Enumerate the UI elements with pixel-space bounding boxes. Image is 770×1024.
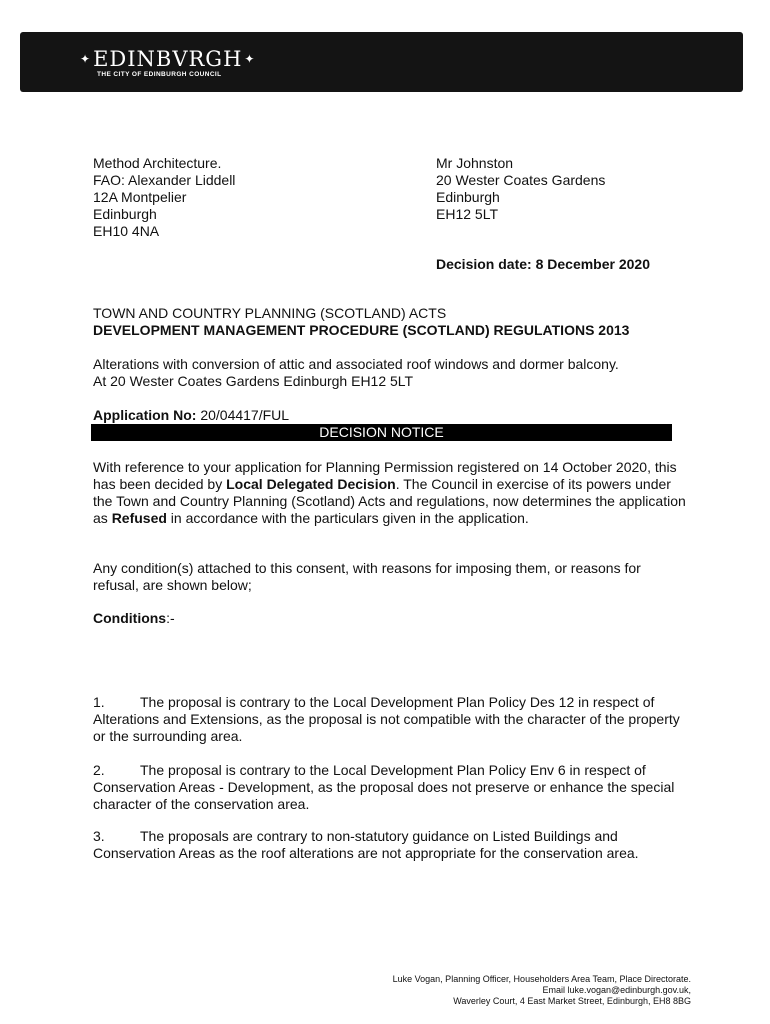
application-value: 20/04417/FUL (200, 407, 290, 423)
agent-address-line: Method Architecture. (93, 155, 222, 171)
applicant-address-line: 20 Wester Coates Gardens (436, 172, 606, 188)
decision-paragraph (93, 459, 693, 527)
condition-item (93, 694, 688, 745)
council-name: THE CITY OF EDINBURGH COUNCIL (97, 71, 222, 78)
condition-text: The proposal is contrary to the Local Development Plan Policy Des 12 in respect of Alterations and Extensions, as the proposal is not compatible with the character of the property or the surrounding area. (93, 694, 680, 744)
logo-text: EDINBVRGH (93, 47, 243, 71)
decision-notice-bar: DECISION NOTICE (91, 424, 672, 441)
condition-number: 1. (93, 694, 105, 710)
condition-text: The proposal is contrary to the Local Development Plan Policy Env 6 in respect of Conservation Areas - Development, as the proposal does not preserve or enhance the special character of the conservation area. (93, 762, 675, 812)
conditions-label: Conditions (93, 610, 167, 626)
regulations-line: DEVELOPMENT MANAGEMENT PROCEDURE (SCOTLAND) REGULATIONS 2013 (93, 322, 630, 338)
paragraph-text: With reference to your application for Planning Permission registered on 14 October 2020, this has been decided by (93, 459, 677, 492)
agent-address-line: FAO: Alexander Liddell (93, 172, 236, 188)
officer-email: Email luke.vogan@edinburgh.gov.uk, (542, 985, 691, 995)
officer-details: Luke Vogan, Planning Officer, Householders Area Team, Place Directorate. (392, 974, 691, 984)
application-number (93, 407, 693, 424)
acts-line: TOWN AND COUNTRY PLANNING (SCOTLAND) ACTS (93, 305, 447, 321)
condition-text: The proposals are contrary to non-statutory guidance on Listed Buildings and Conservation Areas as the roof alterations are not appropriate for the conservation area. (93, 828, 639, 861)
condition-item (93, 828, 683, 862)
applicant-address-line: Edinburgh (436, 189, 500, 205)
proposal (93, 356, 693, 390)
officer-contact (393, 974, 691, 1007)
condition-number: 3. (93, 828, 105, 844)
proposal-description: Alterations with conversion of attic and associated roof windows and dormer balcony. (93, 356, 619, 372)
agent-address-line: Edinburgh (93, 206, 157, 222)
agent-address-line: EH10 4NA (93, 223, 160, 239)
decision-date: Decision date: 8 December 2020 (436, 256, 650, 272)
condition-number: 2. (93, 762, 105, 778)
agent-address (93, 155, 235, 240)
conditions-intro: Any condition(s) attached to this consent, with reasons for imposing them, or reasons for refusal, are shown below; (93, 560, 641, 593)
applicant-address-line: EH12 5LT (436, 206, 498, 222)
proposal-location: At 20 Wester Coates Gardens Edinburgh EH12 5LT (93, 373, 414, 389)
decision-type: Local Delegated Decision (226, 476, 396, 492)
decision-outcome: Refused (111, 510, 167, 526)
paragraph-text: . The Council in exercise of its powers under the Town and Country Planning (Scotland) Acts and regulations, now determines the application as (93, 476, 686, 526)
council-logo (78, 48, 257, 70)
office-address: Waverley Court, 4 East Market Street, Edinburgh, EH8 8BG (453, 996, 691, 1006)
applicant-address-line: Mr Johnston (436, 155, 514, 171)
condition-item (93, 762, 693, 813)
star-icon: ✦ (244, 52, 256, 66)
paragraph-text: in accordance with the particulars given in the application. (166, 510, 529, 526)
application-label: Application No: (93, 407, 197, 423)
agent-address-line: 12A Montpelier (93, 189, 187, 205)
applicant-address (436, 155, 605, 223)
acts-heading (93, 305, 693, 339)
star-icon: ✦ (80, 52, 92, 66)
conditions-heading (93, 610, 693, 627)
conditions-suffix: :- (166, 610, 175, 626)
